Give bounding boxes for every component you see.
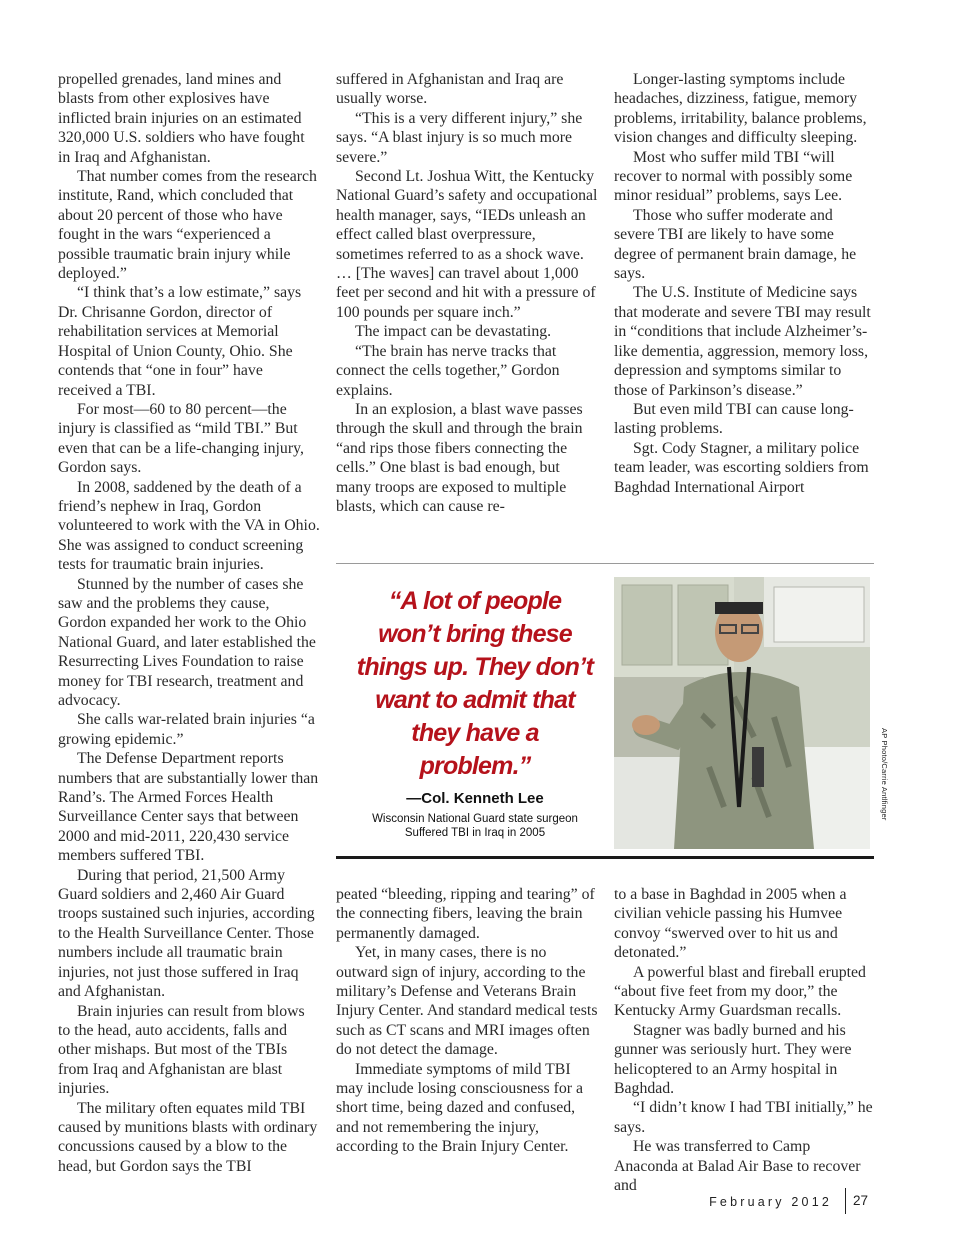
- photo-credit: AP Photo/Carrie Antlfinger: [880, 728, 889, 821]
- paragraph: The Defense Department reports numbers that are substantially lower than Rand’s. The Armed Forces Health Surveillance Center says that between 2000 and mid-2011, 220,430 service members suffered TBI.: [58, 750, 319, 865]
- paragraph: to a base in Baghdad in 2005 when a civilian vehicle passing his Humvee convoy “swerved over to hit us and detonated.”: [614, 886, 847, 962]
- article-column-1: [58, 70, 320, 1176]
- article-column-2-bottom: [336, 885, 598, 1157]
- paragraph: Sgt. Cody Stagner, a military police team leader, was escorting soldiers from Baghdad International Airport: [614, 439, 869, 496]
- photo-col-kenneth-lee: [614, 577, 870, 849]
- paragraph: He was transferred to Camp Anaconda at Balad Air Base to recover and: [614, 1138, 861, 1195]
- paragraph: “The brain has nerve tracks that connect the cells together,” Gordon explains.: [336, 342, 560, 399]
- paragraph: During that period, 21,500 Army Guard soldiers and 2,460 Air Guard troops sustained such injuries, according to the Health Surveillance Center. Those numbers include all traumatic brain injuries, not just those suffered in Iraq and Afghanistan.: [58, 866, 315, 1001]
- footer-separator: [845, 1188, 846, 1214]
- paragraph: But even mild TBI can cause long-lasting problems.: [614, 400, 854, 438]
- paragraph: suffered in Afghanistan and Iraq are usually worse.: [336, 71, 564, 108]
- paragraph: “This is a very different injury,” she says. “A blast injury is so much more severe.”: [336, 109, 583, 166]
- paragraph: Yet, in many cases, there is no outward sign of injury, according to the military’s Defense and Veterans Brain Injury Center. And standard medical tests such as CT scans and MRI images often do not detect the damage.: [336, 944, 598, 1059]
- paragraph: For most—60 to 80 percent—the injury is classified as “mild TBI.” But even that can be a life-changing injury, Gordon says.: [58, 400, 304, 477]
- paragraph: “I didn’t know I had TBI initially,” he says.: [614, 1099, 873, 1136]
- article-column-2-top: [336, 70, 598, 516]
- paragraph: Longer-lasting symptoms include headaches, dizziness, fatigue, memory problems, irritability, balance problems, vision changes and difficulty sleeping.: [614, 71, 867, 147]
- pull-quote-note: Suffered TBI in Iraq in 2005: [404, 827, 546, 839]
- paragraph: “I think that’s a low estimate,” says Dr. Chrisanne Gordon, director of rehabilitation services at Memorial Hospital of Union County, Ohio. She contends that “one in four” have received a TBI.: [58, 284, 302, 399]
- paragraph: The military often equates mild TBI caused by munitions blasts with ordinary concussions caused by a blow to the head, but Gordon says the TBI: [58, 1099, 318, 1175]
- article-column-3-top: [614, 70, 876, 497]
- photo-illustration: [614, 577, 870, 849]
- divider-rule-top: [336, 563, 874, 564]
- paragraph: In an explosion, a blast wave passes through the skull and through the brain “and rips those fibers connecting the cells.” One blast is bad enough, but many troops are exposed to multiple blasts, which can cause re-: [336, 400, 583, 515]
- page-number: 27: [853, 1193, 869, 1208]
- paragraph: The impact can be devastating.: [355, 323, 552, 341]
- paragraph: Immediate symptoms of mild TBI may include losing consciousness for a short time, being dazed and confused, and not remembering the injury, according to the Brain Injury Center.: [336, 1060, 583, 1156]
- divider-rule-bottom: [336, 856, 874, 859]
- paragraph: Most who suffer mild TBI “will recover to normal with possibly some minor residual” problems, says Lee.: [614, 148, 853, 205]
- paragraph: That number comes from the research institute, Rand, which concluded that about 20 percent of those who have fought in the wars “experienced a possible traumatic brain injury while deployed.”: [58, 168, 317, 283]
- footer-issue-date: February 2012: [709, 1195, 832, 1209]
- pull-quote: “A lot of people won’t bring these things up. They don’t want to admit that they have a problem.”: [356, 587, 594, 780]
- article-column-3-bottom: [614, 885, 876, 1196]
- pull-quote-attribution: —Col. Kenneth Lee: [406, 790, 544, 807]
- paragraph: Brain injuries can result from blows to the head, auto accidents, falls and other mishaps. But most of the TBIs from Iraq and Afghanistan are blast injuries.: [58, 1002, 305, 1098]
- paragraph: She calls war-related brain injuries “a growing epidemic.”: [58, 711, 315, 748]
- paragraph: Stagner was badly burned and his gunner was seriously hurt. They were helicoptered to an Army hospital in Baghdad.: [614, 1021, 852, 1098]
- paragraph: A powerful blast and fireball erupted “about five feet from my door,” the Kentucky Army Guardsman recalls.: [614, 963, 866, 1020]
- paragraph: peated “bleeding, ripping and tearing” of the connecting fibers, leaving the brain permanently damaged.: [336, 886, 595, 942]
- paragraph: Second Lt. Joshua Witt, the Kentucky National Guard’s safety and occupational health manager, says, “IEDs unleash an effect called blast overpressure, sometimes referred to as a shock wave. … [The waves] can travel about 1,000 feet per second and hit with a pressure of 100 pounds per square inch.”: [336, 168, 598, 321]
- paragraph: Those who suffer moderate and severe TBI are likely to have some degree of permanent brain damage, he says.: [614, 206, 857, 283]
- pull-quote-role: Wisconsin National Guard state surgeon: [372, 813, 578, 825]
- paragraph: In 2008, saddened by the death of a friend’s nephew in Iraq, Gordon volunteered to work with the VA in Ohio. She was assigned to conduct screening tests for traumatic brain injuries.: [58, 478, 320, 574]
- paragraph: propelled grenades, land mines and blasts from other explosives have inflicted brain injuries on an estimated 320,000 U.S. soldiers who have fought in Iraq and Afghanistan.: [58, 71, 305, 166]
- paragraph: The U.S. Institute of Medicine says that moderate and severe TBI may result in “conditions that include Alzheimer’s-like dementia, aggression, memory loss, depression and symptoms similar to those of Parkinson’s disease.”: [614, 284, 871, 399]
- paragraph: Stunned by the number of cases she saw and the problems they cause, Gordon expanded her work to the Ohio National Guard, and later established the Resurrecting Lives Foundation to raise money for TBI research, treatment and advocacy.: [58, 575, 316, 709]
